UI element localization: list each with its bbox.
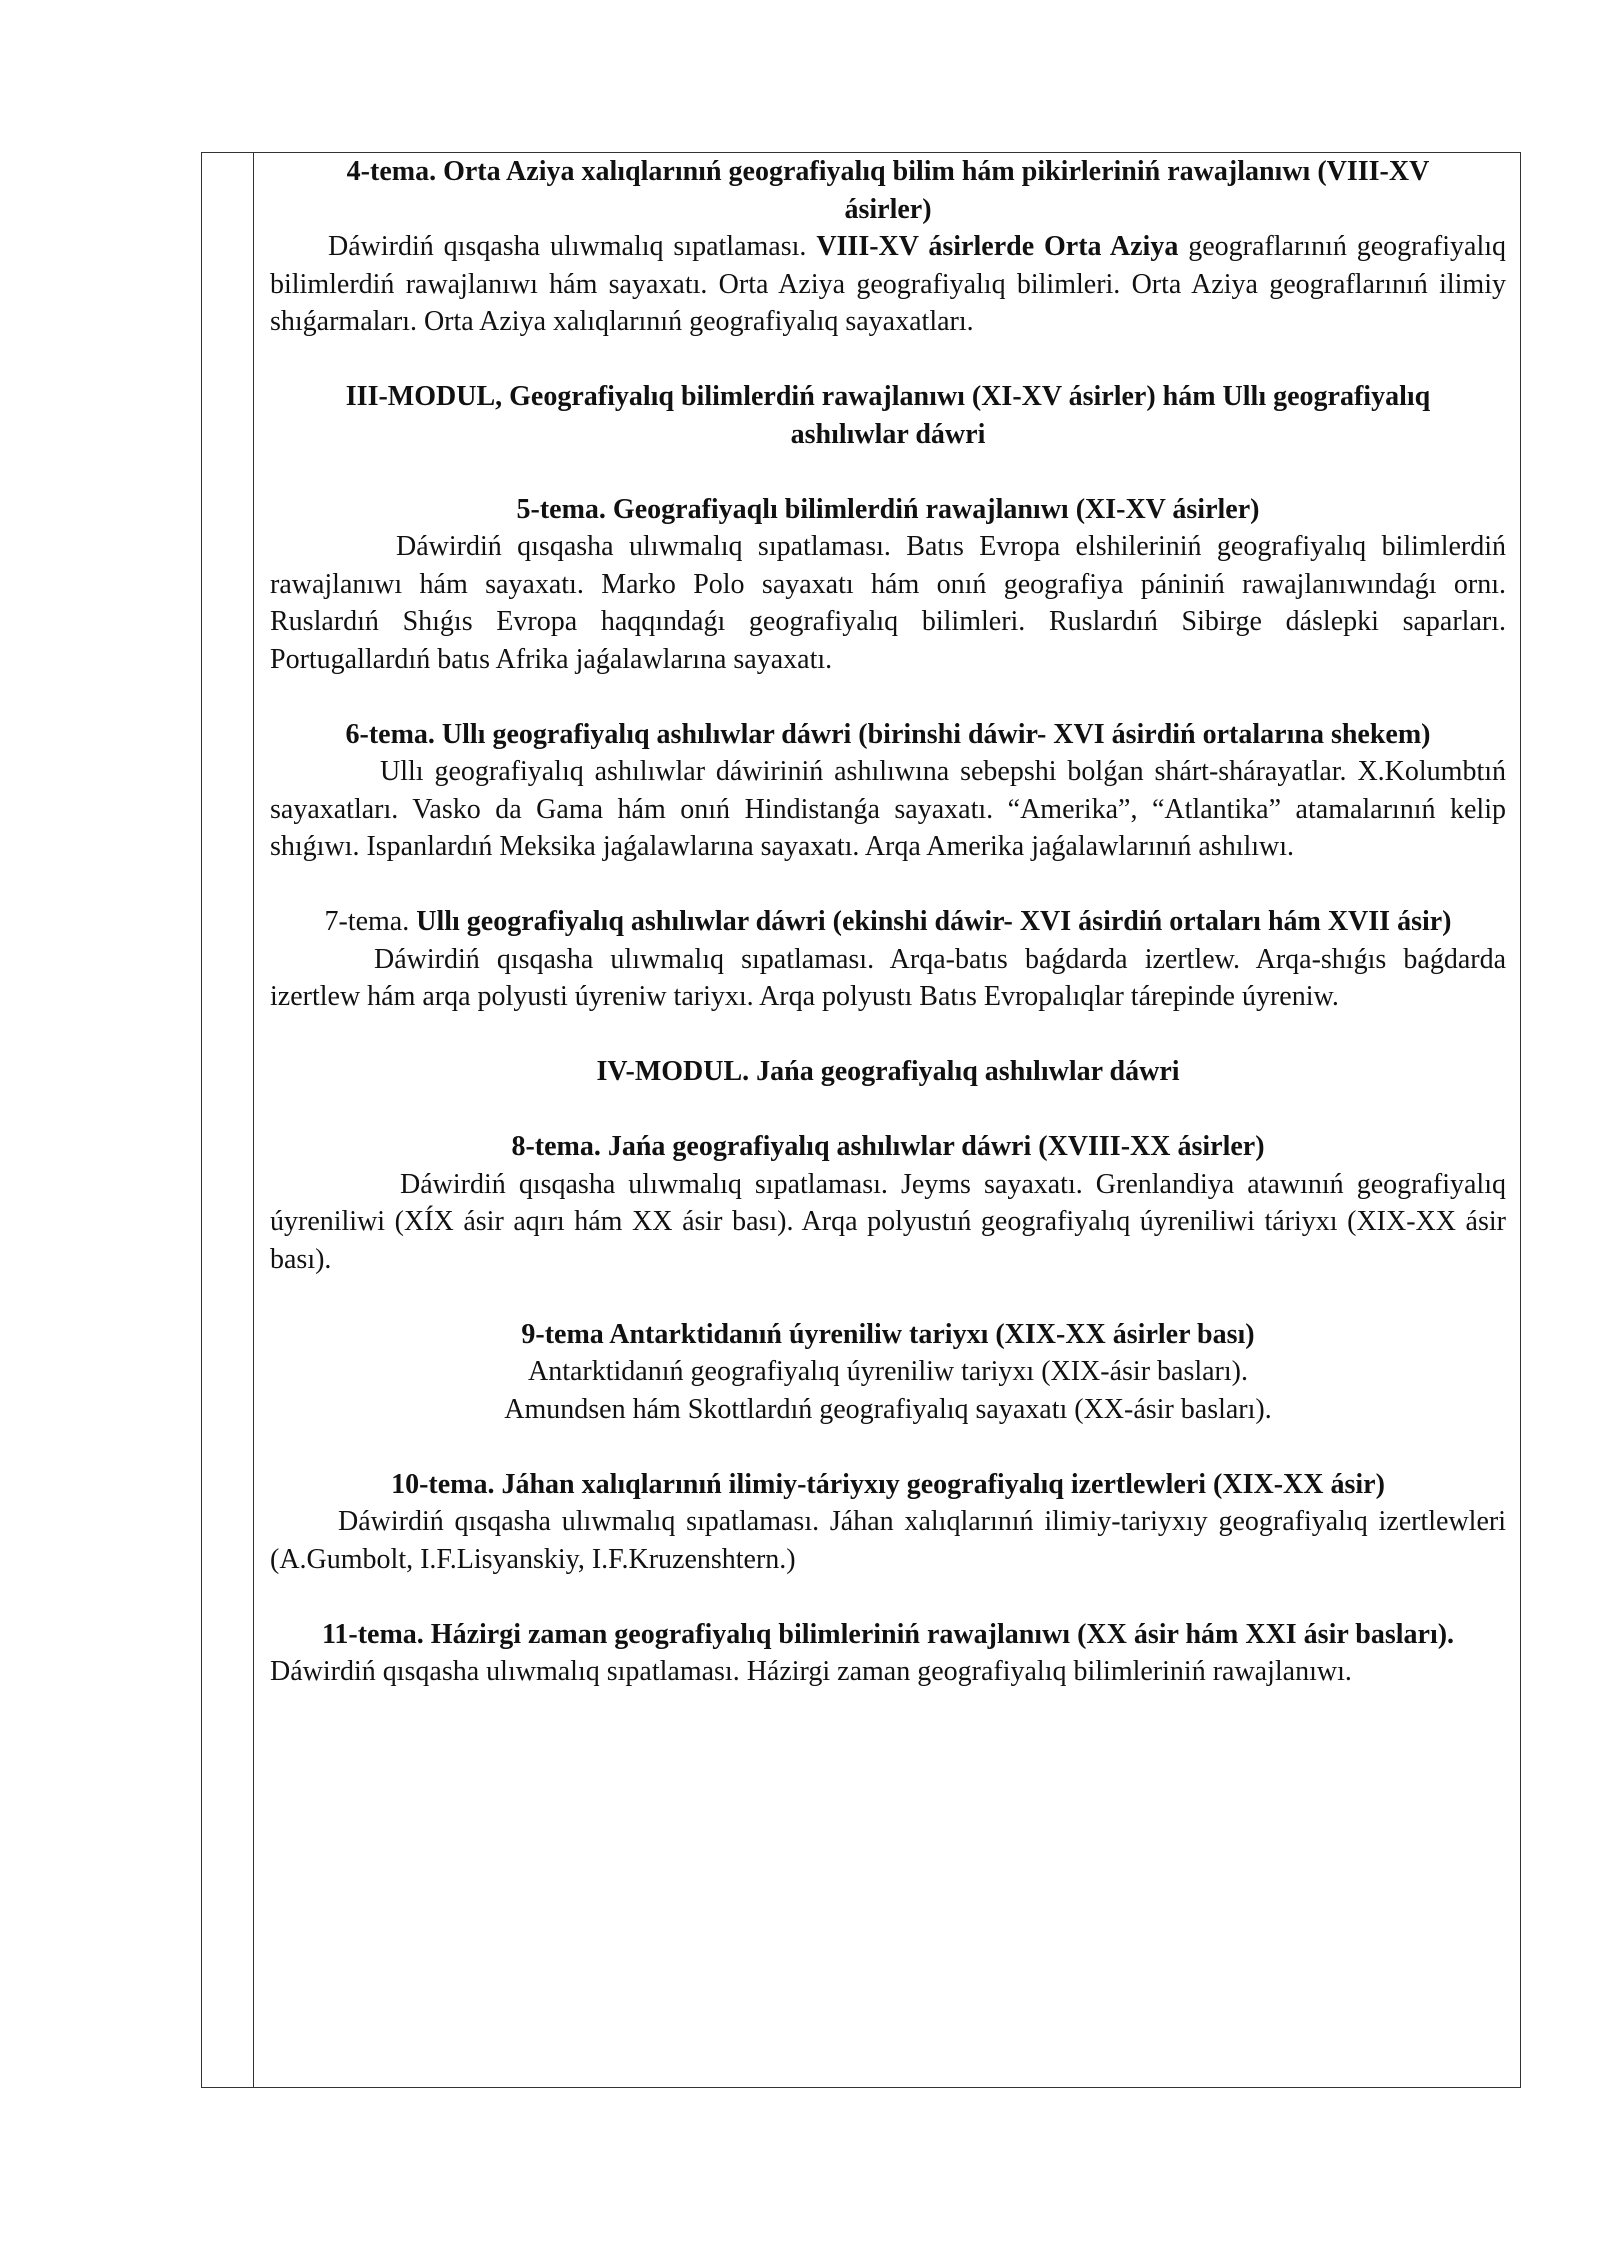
syllabus-table <box>201 152 1521 2088</box>
topic-8-heading: 8-tema. Jańa geografiyalıq ashılıwlar dáwri (XVIII-XX ásirler) <box>511 1131 1265 1162</box>
topic-11 <box>270 1616 1506 1691</box>
topic-7 <box>270 903 1506 1016</box>
topic-6 <box>270 716 1506 866</box>
topic-7-heading-text: Ullı geografiyalıq ashılıwlar dáwri (ekinshi dáwir- XVI ásirdiń ortaları hám XVII ásir) <box>416 906 1452 937</box>
topic-6-body: Ullı geografiyalıq ashılıwlar dáwiriniń ashılıwına sebepshi bolǵan shárt-shárayatlar. X.Kolumbtıń sayaxatları. Vasko da Gama hám onıń Hindistanǵa sayaxatı. “Amerika”, “Atlantika” atamalarınıń kelip shıǵıwı. Ispanlardıń Meksika jaǵalawlarına sayaxatı. Arqa Amerika jaǵalawlarınıń ashılıwı. <box>270 756 1506 862</box>
topic-4 <box>270 153 1506 341</box>
topic-4-body-text: geograflarınıń geografiyalıq bilimlerdiń rawajlanıwı hám sayaxatı. Orta Aziya geografiyalıq bilimleri. Orta Aziya geograflarınıń ilimiy shıǵarmaları. Orta Aziya xalıqlarınıń geografiyalıq sayaxatları. <box>270 231 1507 337</box>
topic-11-body: Dáwirdiń qısqasha ulıwmalıq sıpatlaması. Házirgi zaman geografiyalıq bilimleriniń rawajlanıwı. <box>270 1656 1352 1687</box>
topic-4-heading: 4-tema. Orta Aziya xalıqlarınıń geografiyalıq bilim hám pikirleriniń rawajlanıwı (VIII-XV ásirler) <box>346 156 1430 225</box>
topic-11-heading: 11-tema. Házirgi zaman geografiyalıq bilimleriniń rawajlanıwı (XX ásir hám XXI ásir basları). <box>321 1618 1455 1650</box>
topic-4-body <box>270 228 1506 341</box>
topic-4-intro-bold: VIII-XV ásirlerde Orta Aziya <box>816 231 1179 262</box>
topic-7-body: Dáwirdiń qısqasha ulıwmalıq sıpatlaması. Arqa-batıs baǵdarda izertlew. Arqa-shıǵıs baǵdarda izertlew hám arqa polyusti úyreniw tariyxı. Arqa polyustı Batıs Evropalıqlar tárepinde úyreniw. <box>270 943 1506 1012</box>
topic-9 <box>270 1316 1506 1429</box>
topic-9-heading: 9-tema Antarktidanıń úyreniliw tariyxı (XIX-XX ásirler bası) <box>521 1318 1255 1350</box>
topic-4-intro: Dáwirdiń qısqasha ulıwmalıq sıpatlaması. <box>328 231 807 262</box>
topic-8 <box>270 1128 1506 1278</box>
table-content-cell <box>270 153 1506 1691</box>
topic-9-line-1: Antarktidanıń geografiyalıq úyreniliw tariyxı (XIX-ásir basları). <box>528 1356 1248 1387</box>
topic-5-body: Dáwirdiń qısqasha ulıwmalıq sıpatlaması. Batıs Evropa elshileriniń geografiyalıq bilimlerdiń rawajlanıwı hám sayaxatı. Marko Polo sayaxatı hám onıń geografiya pániniń rawajlanıwındaǵı ornı. Ruslardıń Shıǵıs Evropa haqqındaǵı geografiyalıq bilimleri. Ruslardıń Sibirge dáslepki saparları. Portugallardıń batıs Afrika jaǵalawlarına sayaxatı. <box>270 531 1506 675</box>
topic-10-heading: 10-tema. Jáhan xalıqlarınıń ilimiy-táriyxıy geografiyalıq izertlewleri (XIX-XX ásir) <box>391 1468 1385 1500</box>
table-left-column <box>202 153 254 2087</box>
topic-5-heading: 5-tema. Geografiyaqlı bilimlerdiń rawajlanıwı (XI-XV ásirler) <box>516 493 1260 525</box>
module-3-heading: III-MODUL, Geografiyalıq bilimlerdiń rawajlanıwı (XI-XV ásirler) hám Ullı geografiyalıq ashılıwlar dáwri <box>345 381 1431 450</box>
topic-9-line-2: Amundsen hám Skottlardıń geografiyalıq sayaxatı (XX-ásir basları). <box>504 1393 1272 1425</box>
topic-7-heading <box>270 903 1506 941</box>
topic-10-body: Dáwirdiń qısqasha ulıwmalıq sıpatlaması. Jáhan xalıqlarınıń ilimiy-tariyxıy geografiyalıq izertlewleri (A.Gumbolt, I.F.Lisyanskiy, I.F.Kruzenshtern.) <box>270 1506 1506 1575</box>
topic-8-body: Dáwirdiń qısqasha ulıwmalıq sıpatlaması. Jeyms sayaxatı. Grenlandiya atawınıń geografiyalıq úyreniliwi (XÍX ásir aqırı hám XX ásir bası). Arqa polyustıń geografiyalıq úyreniliwi táriyxı (XIX-XX ásir bası). <box>270 1168 1506 1275</box>
module-4-heading: IV-MODUL. Jańa geografiyalıq ashılıwlar dáwri <box>596 1056 1180 1087</box>
topic-10 <box>270 1466 1506 1579</box>
topic-7-heading-prefix: 7-tema. <box>324 906 410 937</box>
topic-6-heading: 6-tema. Ullı geografiyalıq ashılıwlar dáwri (birinshi dáwir- XVI ásirdiń ortalarına shekem) <box>345 718 1431 750</box>
topic-5 <box>270 491 1506 679</box>
